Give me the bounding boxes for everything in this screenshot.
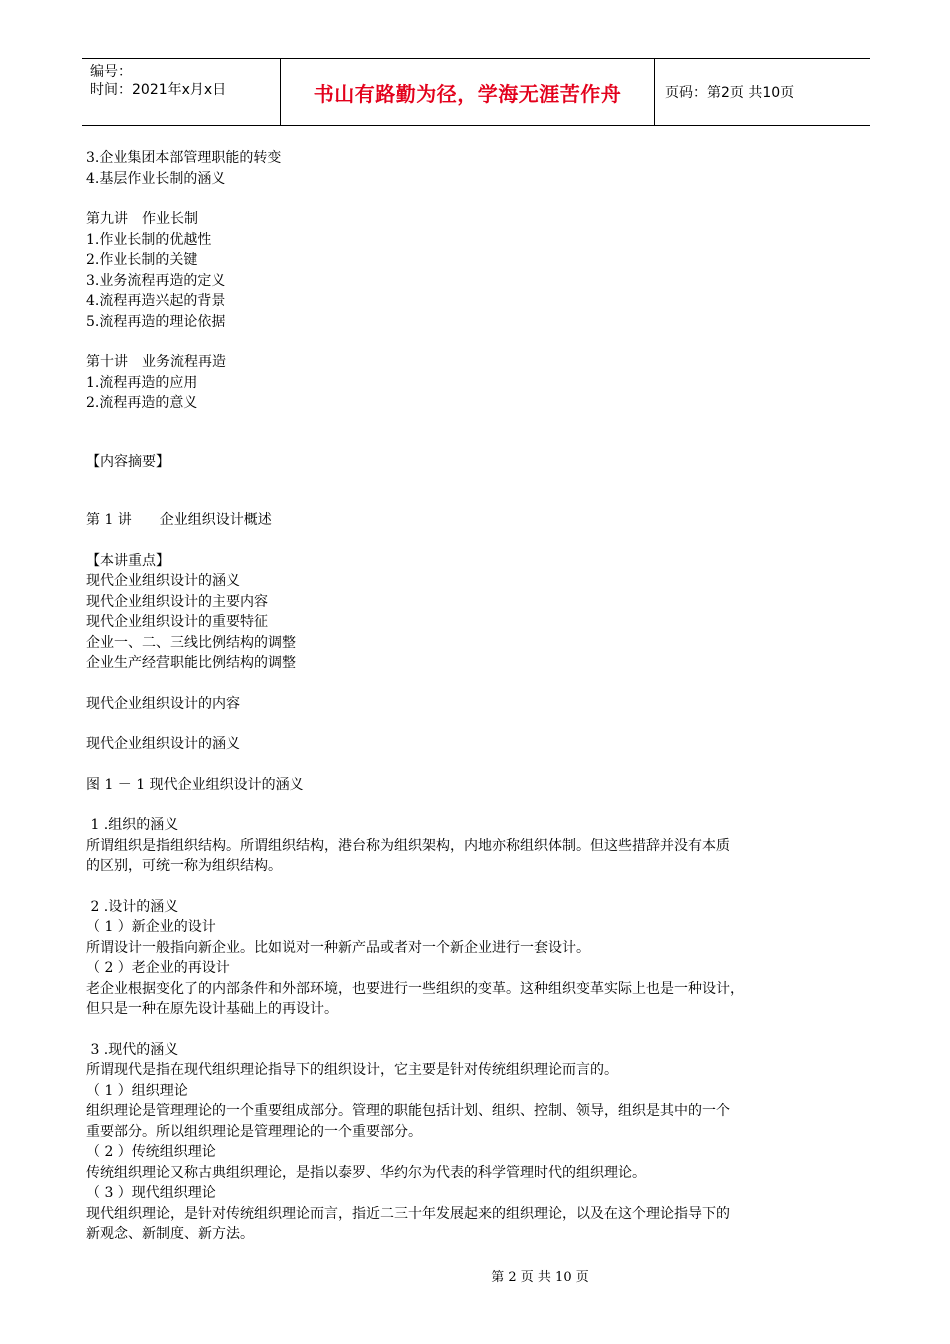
text-line: 老企业根据变化了的内部条件和外部环境，也要进行一些组织的变革。这种组织变革实际上也是一种设计， xyxy=(86,980,744,997)
text-line: 第 1 讲 企业组织设计概述 xyxy=(86,512,272,528)
text-line: 所谓现代是指在现代组织理论指导下的组织设计，它主要是针对传统组织理论而言的。 xyxy=(86,1062,618,1078)
text-block xyxy=(86,452,876,473)
text-block xyxy=(86,352,876,414)
text-line: 2.作业长制的关键 xyxy=(86,252,198,268)
text-line: 2.流程再造的意义 xyxy=(86,395,198,411)
document-body xyxy=(86,148,876,1245)
text-line: 的区别，可统一称为组织结构。 xyxy=(86,858,282,874)
text-line: 组织理论是管理理论的一个重要组成部分。管理的职能包括计划、组织、控制、领导，组织是其中的一个 xyxy=(86,1103,730,1119)
text-line: 所谓组织是指组织结构。所谓组织结构，港台称为组织架构，内地亦称组织体制。但这些措辞并没有本质 xyxy=(86,837,730,854)
text-line: （ 1 ）新企业的设计 xyxy=(86,919,216,935)
text-line: 1 .组织的涵义 xyxy=(86,817,179,833)
text-line: 新观念、新制度、新方法。 xyxy=(86,1226,254,1242)
text-line: 5.流程再造的理论依据 xyxy=(86,313,226,330)
text-block xyxy=(86,897,876,1020)
text-line: 现代企业组织设计的内容 xyxy=(86,695,240,712)
text-line: 4.流程再造兴起的背景 xyxy=(86,293,226,309)
text-block xyxy=(86,148,876,189)
text-line: 现代企业组织设计的涵义 xyxy=(86,573,240,589)
paragraph-gap xyxy=(86,414,876,452)
paragraph-gap xyxy=(86,189,876,209)
text-line: 第九讲 作业长制 xyxy=(86,211,198,227)
text-block xyxy=(86,815,876,877)
paragraph-gap xyxy=(86,714,876,734)
text-line: 4.基层作业长制的涵义 xyxy=(86,170,226,187)
text-block xyxy=(86,734,876,755)
text-block xyxy=(86,775,876,796)
paragraph-gap xyxy=(86,755,876,775)
text-line: 3.企业集团本部管理职能的转变 xyxy=(86,150,282,166)
text-line: 现代企业组织设计的重要特征 xyxy=(86,614,268,630)
paragraph-gap xyxy=(86,472,876,510)
header-page-info: 页码：第2页 共10页 xyxy=(665,85,795,101)
header-meta xyxy=(82,59,281,125)
text-line: 企业一、二、三线比例结构的调整 xyxy=(86,634,296,651)
text-line: 1.流程再造的应用 xyxy=(86,374,198,391)
text-line: （ 1 ）组织理论 xyxy=(86,1082,188,1099)
paragraph-gap xyxy=(86,674,876,694)
text-block xyxy=(86,551,876,674)
text-line: 现代企业组织设计的主要内容 xyxy=(86,593,268,610)
paragraph-gap xyxy=(86,877,876,897)
number-label: 编号： xyxy=(90,64,132,80)
text-block xyxy=(86,1040,876,1245)
text-line: 传统组织理论又称古典组织理论，是指以泰罗、华约尔为代表的科学管理时代的组织理论。 xyxy=(86,1164,646,1181)
paragraph-gap xyxy=(86,531,876,551)
text-block xyxy=(86,209,876,332)
text-line: 重要部分。所以组织理论是管理理论的一个重要部分。 xyxy=(86,1123,422,1140)
text-line: （ 2 ）老企业的再设计 xyxy=(86,960,230,976)
text-line: 企业生产经营职能比例结构的调整 xyxy=(86,655,296,671)
paragraph-gap xyxy=(86,1020,876,1040)
text-line: 2 .设计的涵义 xyxy=(86,898,179,915)
text-line: 第十讲 业务流程再造 xyxy=(86,354,226,370)
text-block xyxy=(86,694,876,715)
text-line: 【本讲重点】 xyxy=(86,552,170,569)
text-line: 【内容摘要】 xyxy=(86,453,170,470)
text-line: 3.业务流程再造的定义 xyxy=(86,272,226,289)
page-footer: 第 2 页 共 10 页 xyxy=(491,1270,589,1285)
text-line: 现代组织理论，是针对传统组织理论而言，指近二三十年发展起来的组织理论，以及在这个理论指导下的 xyxy=(86,1205,730,1222)
time-label: 时间：2021年x月x日 xyxy=(90,82,227,98)
text-line: 但只是一种在原先设计基础上的再设计。 xyxy=(86,1001,338,1017)
text-line: 3 .现代的涵义 xyxy=(86,1041,179,1058)
text-line: 图 1 － 1 现代企业组织设计的涵义 xyxy=(86,776,304,793)
header-motto: 书山有路勤为径，学海无涯苦作舟 xyxy=(281,59,655,125)
text-block xyxy=(86,510,876,531)
text-line: （ 2 ）传统组织理论 xyxy=(86,1144,216,1160)
paragraph-gap xyxy=(86,332,876,352)
text-line: 现代企业组织设计的涵义 xyxy=(86,736,240,752)
text-line: （ 3 ）现代组织理论 xyxy=(86,1185,216,1201)
text-line: 所谓设计一般指向新企业。比如说对一种新产品或者对一个新企业进行一套设计。 xyxy=(86,939,590,956)
page-header xyxy=(82,58,870,126)
text-line: 1.作业长制的优越性 xyxy=(86,231,212,248)
paragraph-gap xyxy=(86,795,876,815)
